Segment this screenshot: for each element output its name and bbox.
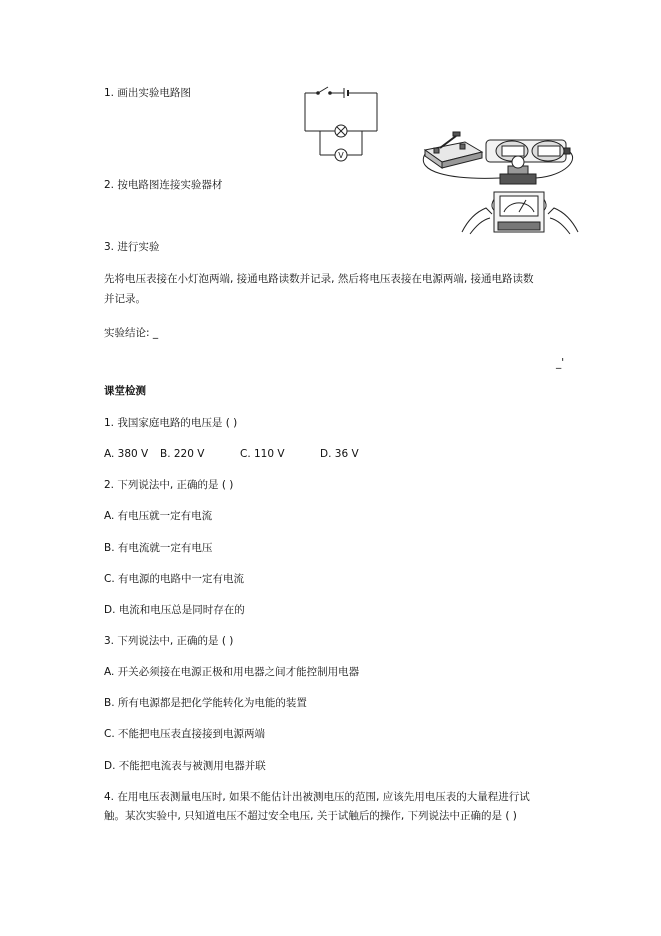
question-1-option-b: B. 220 V [160,448,205,460]
question-1-option-d: D. 36 V [320,448,359,460]
step-1-text: 1. 画出实验电路图 [104,87,191,99]
question-3-option-d: D. 不能把电流表与被测用电器并联 [104,760,266,772]
procedure-line-1: 先将电压表接在小灯泡两端, 接通电路读数并记录, 然后将电压表接在电源两端, 接通电路读数 [104,273,534,285]
question-3-option-b: B. 所有电源都是把化学能转化为电能的装置 [104,697,307,709]
conclusion-label: 实验结论: _ [104,327,159,339]
conclusion-blank-end: _' [556,357,565,369]
voltmeter-symbol-label: V [338,151,344,160]
step-2-text: 2. 按电路图连接实验器材 [104,179,223,191]
question-4-stem-line-1: 4. 在用电压表测量电压时, 如果不能估计出被测电压的范围, 应该先用电压表的大量程进行试 [104,791,530,803]
question-3-option-a: A. 开关必须接在电源正极和用电器之间才能控制用电器 [104,666,360,678]
circuit-diagram [300,85,382,165]
question-2-option-d: D. 电流和电压总是同时存在的 [104,604,245,616]
question-1-option-a: A. 380 V [104,448,149,460]
step-3-text: 3. 进行实验 [104,241,160,253]
section-title: 课堂检测 [104,385,146,397]
question-4-stem-line-2: 触。某次实验中, 只知道电压不超过安全电压, 关于试触后的操作, 下列说法中正确的是 ( ) [104,810,517,822]
question-3-option-c: C. 不能把电压表直接接到电源两端 [104,728,266,740]
question-2-option-c: C. 有电源的电路中一定有电流 [104,573,245,585]
apparatus-illustration [420,122,580,242]
question-2-option-a: A. 有电压就一定有电流 [104,510,213,522]
question-2-stem: 2. 下列说法中, 正确的是 ( ) [104,479,234,491]
question-1-option-c: C. 110 V [240,448,285,460]
question-3-stem: 3. 下列说法中, 正确的是 ( ) [104,635,234,647]
question-2-option-b: B. 有电流就一定有电压 [104,542,213,554]
procedure-line-2: 并记录。 [104,293,146,305]
question-1-stem: 1. 我国家庭电路的电压是 ( ) [104,417,238,429]
